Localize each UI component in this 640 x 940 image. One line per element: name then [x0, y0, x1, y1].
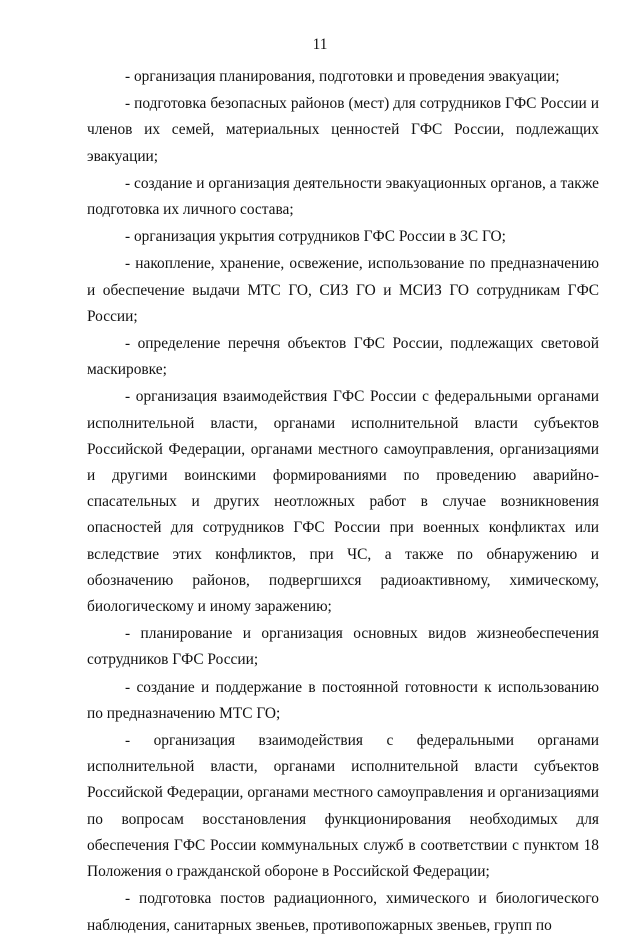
paragraph-evacuation-planning: - организация планирования, подготовки и проведения эвакуации;	[125, 68, 560, 85]
paragraph-observation-posts: - подготовка постов радиационного, химического и биологического наблюдения, санитарных звеньев, противопожарных звеньев, групп по	[87, 890, 599, 934]
paragraph-shelter: - организация укрытия сотрудников ГФС России в ЗС ГО;	[125, 228, 506, 246]
document-body	[87, 64, 599, 940]
paragraph-evacuation-bodies: - создание и организация деятельности эвакуационных органов, а также подготовка их личного состава;	[87, 174, 599, 219]
paragraph-mts-storage: - накопление, хранение, освежение, использование по предназначению и обеспечение выдачи МТС ГО, СИЗ ГО и МСИЗ ГО сотрудникам ГФС России;	[87, 255, 599, 325]
paragraph-light-masking: - определение перечня объектов ГФС России, подлежащих световой маскировке;	[87, 335, 599, 379]
paragraph-utility-restoration: - организация взаимодействия с федеральными органами исполнительной власти, органами исполнительной власти субъектов Российской Федерации, органами местного самоуправления и организациями по вопросам восстановления функционирования необходимых для обеспечения ГФС России коммунальных служб в соответствии с пунктом 18 Положения о гражданской обороне в Российской Федерации;	[87, 732, 599, 881]
paragraph-mts-readiness: - создание и поддержание в постоянной готовности к использованию по предназначению МТС ГО;	[87, 678, 599, 722]
paragraph-safe-areas: - подготовка безопасных районов (мест) для сотрудников ГФС России и членов их семей, материальных ценностей ГФС России, подлежащих эвакуации;	[87, 95, 599, 165]
paragraph-life-support: - планирование и организация основных видов жизнеобеспечения сотрудников ГФС России;	[87, 625, 599, 669]
page-number: 11	[312, 36, 328, 53]
paragraph-interaction-rescue: - организация взаимодействия ГФС России с федеральными органами исполнительной власти, органами исполнительной власти субъектов Российской Федерации, органами местного самоуправления, организациями и другими воинскими формированиями по проведению аварийно-спасательных и других неотложных работ в случае возникновения опасностей для сотрудников ГФС России при военных конфликтах или вследствие этих конфликтов, при ЧС, а также по обнаружению и обозначению районов, подвергшихся радиоактивному, химическому, биологическому и иному заражению;	[87, 388, 599, 616]
